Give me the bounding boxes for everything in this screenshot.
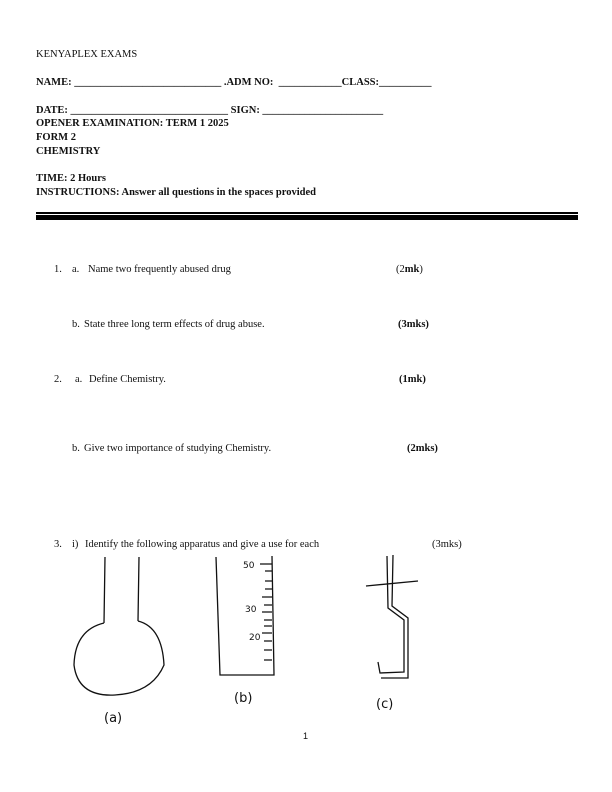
question-part: b. — [72, 319, 80, 330]
marks-close: ) — [419, 264, 423, 275]
question-text: Give two importance of studying Chemistry. — [84, 443, 272, 454]
question-number: 3. — [54, 539, 62, 550]
form-label: FORM 2 — [36, 132, 76, 143]
question-part: a. — [72, 264, 80, 275]
question-text: Define Chemistry. — [89, 374, 166, 385]
round-bottom-flask-sketch — [74, 557, 164, 695]
page-number: 1 — [303, 731, 309, 741]
figure-label-a: (a) — [104, 711, 123, 726]
scale-label-20: 20 — [249, 633, 261, 643]
scale-label-50: 50 — [243, 561, 255, 571]
question-text: Name two frequently abused drug — [88, 264, 231, 275]
question-text: Identify the following apparatus and give a use for each — [85, 539, 320, 550]
question-marks: (3mks) — [432, 539, 462, 550]
question-marks: (3mks) — [398, 319, 429, 330]
deflagrating-spoon-sketch — [366, 555, 418, 678]
question-part: a. — [75, 374, 83, 385]
time-label: TIME: 2 Hours — [36, 173, 107, 184]
question-number: 1. — [54, 264, 62, 275]
question-part: i) — [72, 539, 79, 550]
scale-label-30: 30 — [245, 605, 257, 615]
question-text: State three long term effects of drug abuse. — [84, 319, 265, 330]
subject-label: CHEMISTRY — [36, 146, 101, 157]
figure-label-c: (c) — [376, 697, 394, 712]
figure-label-b: (b) — [234, 691, 253, 706]
measuring-cylinder-sketch — [216, 556, 274, 675]
marks-unit: mk — [404, 264, 420, 275]
instructions: INSTRUCTIONS: Answer all questions in the spaces provided — [36, 187, 316, 198]
question-marks: (2mks) — [407, 443, 438, 454]
marks-open: (2 — [396, 264, 405, 275]
question-marks: (1mk) — [399, 374, 426, 385]
exam-title: OPENER EXAMINATION: TERM 1 2025 — [36, 118, 229, 129]
name-adm-class-line: NAME: ____________________________ .ADM NO: ____________CLASS:__________ — [36, 77, 432, 88]
date-sign-line: DATE: ______________________________ SIGN: _______________________ — [36, 105, 384, 116]
question-number: 2. — [54, 374, 62, 385]
school-name: KENYAPLEX EXAMS — [36, 49, 138, 60]
question-part: b. — [72, 443, 80, 454]
